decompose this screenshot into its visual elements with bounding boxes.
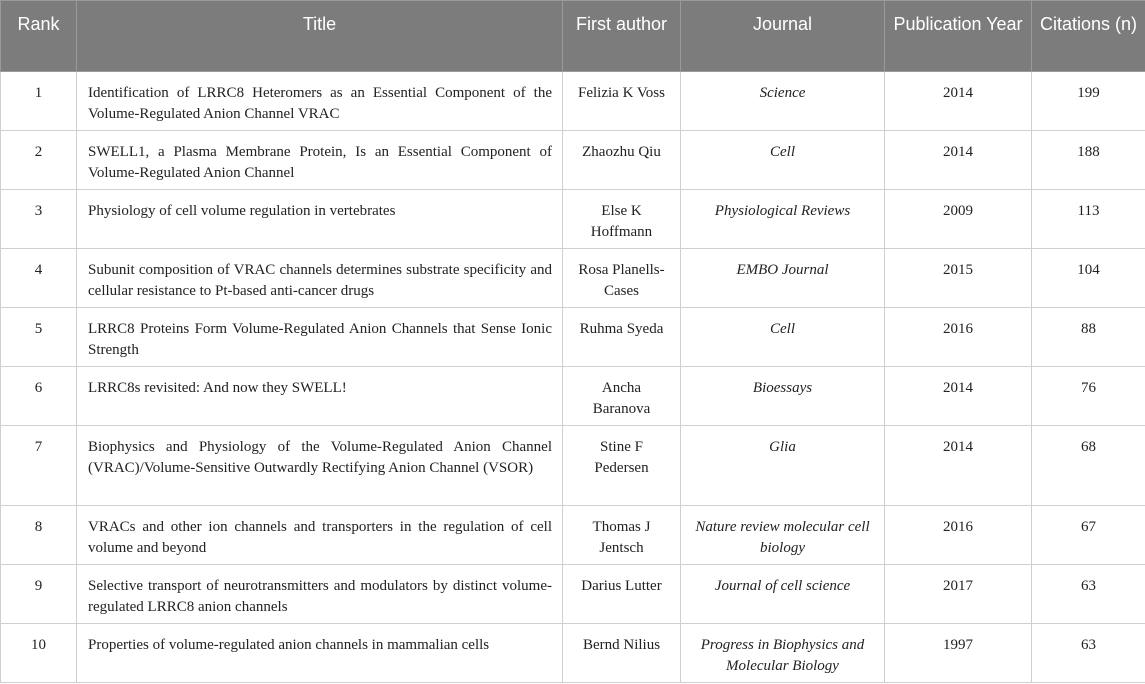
author-cell: Else K Hoffmann — [563, 190, 681, 249]
year-cell: 2014 — [885, 367, 1032, 426]
rank-cell: 5 — [1, 308, 77, 367]
header-rank: Rank — [1, 1, 77, 72]
header-publication-year: Publication Year — [885, 1, 1032, 72]
table-row — [1, 190, 1145, 249]
journal-cell: Physiological Reviews — [681, 190, 885, 249]
title-cell: Subunit composition of VRAC channels determines substrate specificity and cellular resistance to Pt-based anti-cancer drugs — [77, 249, 563, 308]
header-row — [1, 1, 1145, 72]
table-header — [1, 1, 1145, 72]
header-first-author: First author — [563, 1, 681, 72]
title-cell: LRRC8s revisited: And now they SWELL! — [77, 367, 563, 426]
header-citations: Citations (n) — [1032, 1, 1145, 72]
rank-cell: 4 — [1, 249, 77, 308]
title-cell: Biophysics and Physiology of the Volume-Regulated Anion Channel (VRAC)/Volume-Sensitive Outwardly Rectifying Anion Channel (VSOR) — [77, 426, 563, 506]
citations-cell: 67 — [1032, 506, 1145, 565]
title-cell: VRACs and other ion channels and transporters in the regulation of cell volume and beyond — [77, 506, 563, 565]
citations-cell: 63 — [1032, 624, 1145, 683]
title-cell: Physiology of cell volume regulation in vertebrates — [77, 190, 563, 249]
author-cell: Thomas J Jentsch — [563, 506, 681, 565]
table-body — [1, 72, 1145, 683]
journal-cell: Science — [681, 72, 885, 131]
journal-cell: EMBO Journal — [681, 249, 885, 308]
author-cell: Felizia K Voss — [563, 72, 681, 131]
table-row — [1, 565, 1145, 624]
year-cell: 2009 — [885, 190, 1032, 249]
journal-cell: Progress in Biophysics and Molecular Biology — [681, 624, 885, 683]
journal-cell: Cell — [681, 308, 885, 367]
table-row — [1, 131, 1145, 190]
table-row — [1, 72, 1145, 131]
title-cell: Selective transport of neurotransmitters and modulators by distinct volume-regulated LRRC8 anion channels — [77, 565, 563, 624]
year-cell: 2014 — [885, 72, 1032, 131]
title-cell: Properties of volume-regulated anion channels in mammalian cells — [77, 624, 563, 683]
journal-cell: Journal of cell science — [681, 565, 885, 624]
table-row — [1, 367, 1145, 426]
year-cell: 2014 — [885, 426, 1032, 506]
table-row — [1, 249, 1145, 308]
table-row — [1, 506, 1145, 565]
rank-cell: 10 — [1, 624, 77, 683]
citations-cell: 63 — [1032, 565, 1145, 624]
year-cell: 2017 — [885, 565, 1032, 624]
journal-cell: Bioessays — [681, 367, 885, 426]
author-cell: Darius Lutter — [563, 565, 681, 624]
year-cell: 2015 — [885, 249, 1032, 308]
year-cell: 1997 — [885, 624, 1032, 683]
table-row — [1, 308, 1145, 367]
author-cell: Ancha Baranova — [563, 367, 681, 426]
author-cell: Ruhma Syeda — [563, 308, 681, 367]
citations-cell: 188 — [1032, 131, 1145, 190]
header-title: Title — [77, 1, 563, 72]
header-journal: Journal — [681, 1, 885, 72]
citations-cell: 199 — [1032, 72, 1145, 131]
rank-cell: 6 — [1, 367, 77, 426]
author-cell: Bernd Nilius — [563, 624, 681, 683]
rank-cell: 3 — [1, 190, 77, 249]
title-cell: SWELL1, a Plasma Membrane Protein, Is an Essential Component of Volume-Regulated Anion Channel — [77, 131, 563, 190]
rank-cell: 8 — [1, 506, 77, 565]
citations-cell: 68 — [1032, 426, 1145, 506]
rank-cell: 1 — [1, 72, 77, 131]
author-cell: Stine F Pedersen — [563, 426, 681, 506]
title-cell: Identification of LRRC8 Heteromers as an Essential Component of the Volume-Regulated Anion Channel VRAC — [77, 72, 563, 131]
year-cell: 2016 — [885, 506, 1032, 565]
journal-cell: Nature review molecular cell biology — [681, 506, 885, 565]
table-row — [1, 426, 1145, 506]
journal-cell: Glia — [681, 426, 885, 506]
author-cell: Zhaozhu Qiu — [563, 131, 681, 190]
rank-cell: 9 — [1, 565, 77, 624]
year-cell: 2016 — [885, 308, 1032, 367]
citations-cell: 113 — [1032, 190, 1145, 249]
rank-cell: 2 — [1, 131, 77, 190]
journal-cell: Cell — [681, 131, 885, 190]
table-row — [1, 624, 1145, 683]
year-cell: 2014 — [885, 131, 1032, 190]
citations-cell: 88 — [1032, 308, 1145, 367]
title-cell: LRRC8 Proteins Form Volume-Regulated Anion Channels that Sense Ionic Strength — [77, 308, 563, 367]
rank-cell: 7 — [1, 426, 77, 506]
citations-cell: 76 — [1032, 367, 1145, 426]
citations-cell: 104 — [1032, 249, 1145, 308]
author-cell: Rosa Planells-Cases — [563, 249, 681, 308]
